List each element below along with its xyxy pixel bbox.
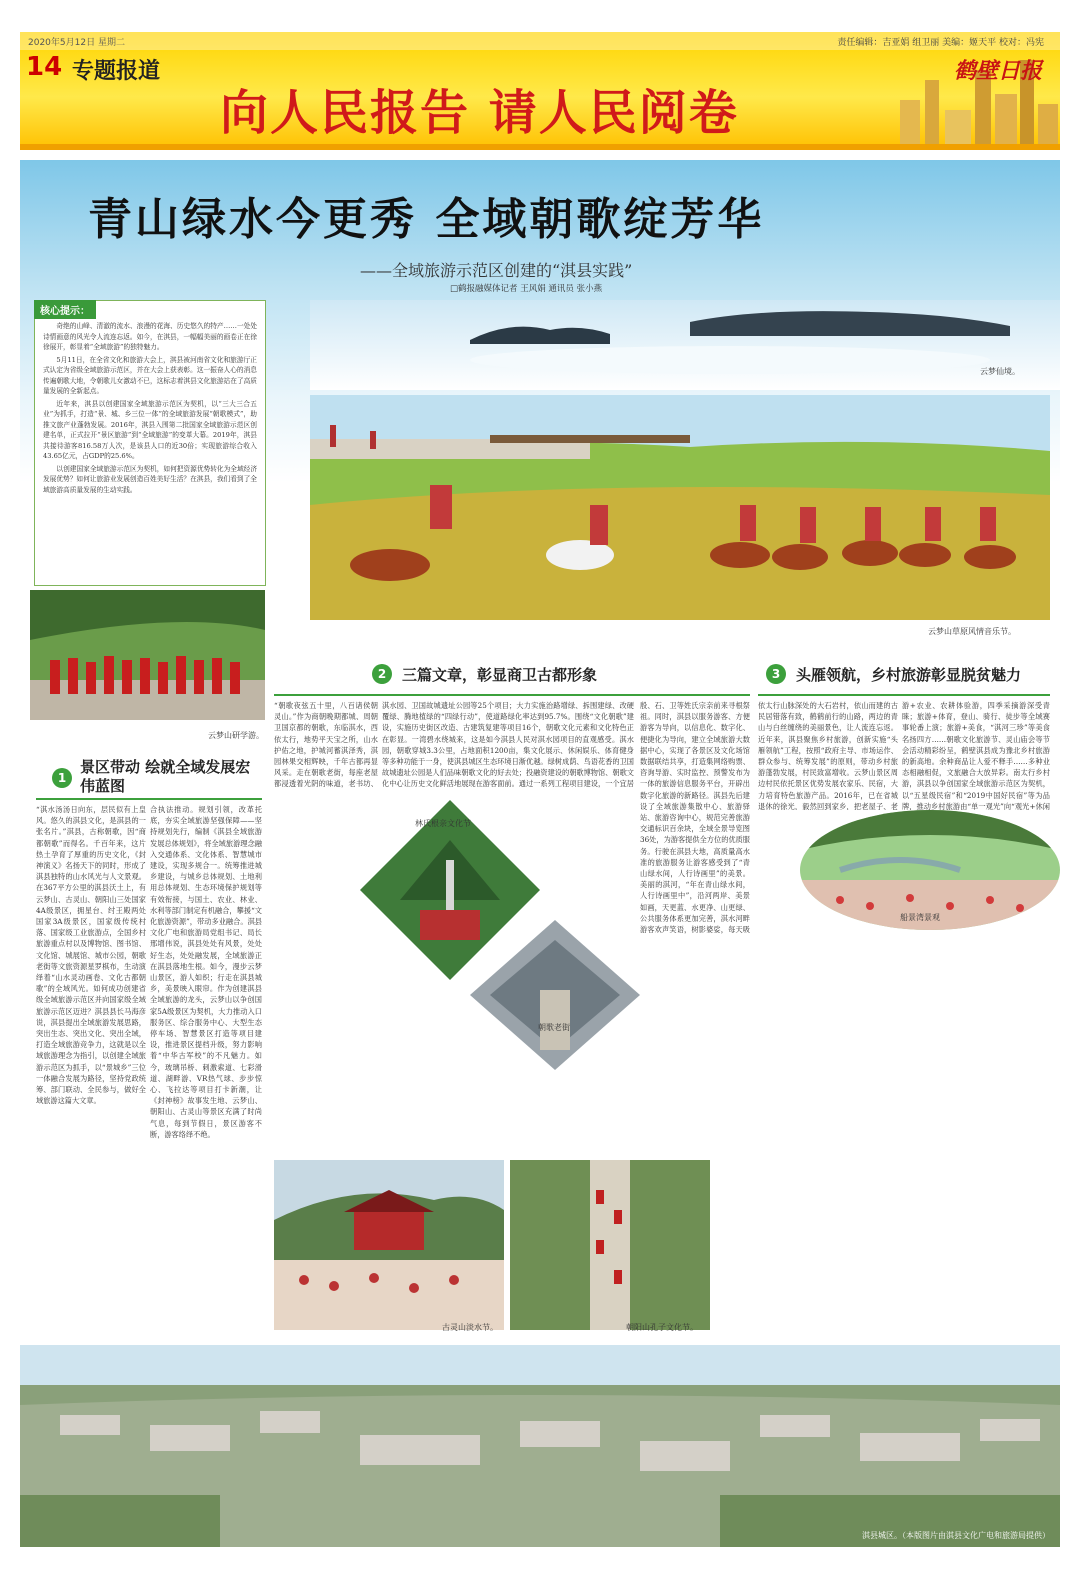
body-column-7: 游+农业、农耕体验游，四季采摘游深受青睐；旅游+体育，登山、骑行、徒步等全域赛事轮番上演；旅游+美食，“淇河三珍”等美食名扬四方……朝歌文化旅游节、灵山庙会等节会活动精彩纷呈，鹤壁淇县成为豫北乡村旅游的新高地。余种商品让人爱不释手……多种业态相融相促，文旅融合大放异彩。南太行乡村游，淇县以争创国家全域旅游示范区为契机，以“五星级民宿”和“2019中国好民宿”等为品牌，推动乡村旅游由“单一观光”向“观光+休闲 [902,701,1050,810]
article-byline: □鹤报融媒体记者 王风娟 通讯员 张小燕 [450,284,603,294]
body-column-6-cont [758,934,898,1340]
section-2-number: 2 [372,664,392,684]
body-column-6: 依太行山脉深处的大石岩村，依山而建的古民居错落有致，鹤鹤前行的山路，两边的青山与白丝缠绕的美丽景色，让人流连忘返。近年来，淇县聚焦乡村旅游，创新实施“头雁领航”工程，按照“政府主导、市场运作、群众参与、统筹发展”的原则，带动乡村旅游蓬勃发展，村民致富增收。云梦山景区周边村民依托景区优势发展农家乐、民宿，大力培育特色旅游产品。2016年，已在省城退休的徐光，毅然回到家乡，把老屋子、老 [758,701,898,810]
page-number: 14 [26,52,63,82]
article-subtitle: ——全域旅游示范区创建的“淇县实践” [360,261,633,280]
body-column-2: 合执法推动。规划引领，改革托底，夯实全域旅游坚强保障——坚持规划先行，编制《淇县全域旅游发展总体规划》，将全域旅游理念融入交通体系、文化体系、智慧城市建设，实现多规合一。统筹推进城乡建设，与城乡总体规划、土地利用总体规划、生态环境保护规划等有效衔接，与国土、农业、林业、水利等部门制定有机融合，攀援“文化旅游资源”，带动多业融合。淇县文化广电和旅游局党组书记、局长邢增伟说，淇县处处有风景，处处好生态，处处融发展，全域旅游正在淇县落地生根。如今，漫步云梦山景区，游人如织；行走在淇县城乡，美景映入眼帘。作为创建淇县全域旅游的龙头，云梦山以争创国家5A级景区为契机，大力推动入口服务区、综合服务中心、大型生态停车场、智慧景区打造等项目建设，推进景区提档升级，努力影响着“中华古军校”的不凡魅力。如今，玻璃吊桥、刺激索道、七彩滑道、湖畔游、VR热气球、步步惊心、飞拉达等项目打卡新潮，让《封神榜》故事发生地、云梦山、朝阳山、古灵山等景区充满了时尚气息，每到节假日，景区游客不断，游客络绎不绝。 [150,805,262,1139]
photo-zhaoge-street [470,920,640,1070]
section-3-number: 3 [766,664,786,684]
body-column-4: 淇水园、卫国故城遗址公园等25个项目；大力实施治路增绿、拆围建绿、改硬覆绿、腾地植绿的“四绿行动”，使道路绿化率达到95.7%。围绕“文化朝歌”建设，实施历史街区改造、古建筑复建等项目16个，朝歌文化元素和文化特色正在彰显。一湾碧水绕城来，这是如今淇县人民对淇水园项目的直观感受。淇水园，朝歌穿城3.3公里，占地面积1200亩，集文化展示、休闲娱乐、体育健身等多种功能于一身，使淇县城区生态环境日渐优越。绿树成荫、鸟语花香的卫国故城遗址公园是人们品味朝歌文化的好去处；投融资建设的朝歌博物馆、朝歌文化中心让历史文化鲜活地展现在游客面前。通过一系列工程项目建设，一个宜居 [382,701,634,788]
section-name: 专题报道 [72,59,161,84]
caption-sea-of-clouds: 云梦仙境。 [980,367,1020,376]
caption-aerial-city: 淇县城区。（本版图片由淇县文化广电和旅游局提供） [862,1531,1050,1540]
key-point-paragraph: 近年来，淇县以创建国家全域旅游示范区为契机，以“三大三合五业”为抓手，打造“景、城、乡三位一体”的全域旅游发展“朝歌模式”，助推文旅产业蓬勃发展。2016年，淇县入围第二批国家全域旅游示范区创建名单，正式拉开“景区旅游”到“全域旅游”的变革大幕。2019年，淇县共接待游客816.58万人次，是该县人口的近30倍；实现旅游综合收入43.65亿元，占GDP的25.6%。 [43,399,257,460]
article-title: 青山绿水今更秀 全域朝歌绽芳华 [88,194,765,245]
editors-credit: 责任编辑：吉亚娟 组卫丽 美编：姬天平 校对：冯宪 [837,38,1044,48]
caption-gulingshan: 古灵山淡水节。 [442,1323,498,1332]
newspaper-masthead: 鹤壁日报 [953,58,1042,84]
section-3-title: 头雁领航，乡村旅游彰显脱贫魅力 [796,666,1022,684]
body-column-7-cont [902,934,1050,1340]
key-point-paragraph: 以创建国家全域旅游示范区为契机，如何把资源优势转化为全域经济发展优势？如何让旅游业发展创造百姓美好生活？在淇县，我们看到了全域旅游高质量发展的生动实践。 [43,464,257,494]
key-point-paragraph: 奇绝的山峰、清澈的流水、浪漫的花海、历史悠久的特产……一处处诗情画意的风光令人流连忘返。如今，在淇县，一幅幅美丽的画卷正在徐徐展开，彰显着“全域旅游”的独特魅力。 [43,322,257,351]
section-2-title: 三篇文章，彰显商卫古都形象 [402,666,598,684]
body-column-1: “淇水汤汤日向东，层民似有上皇风。悠久的淇县文化，是淇县的一张名片。”淇县，古称朝歌，因“商都朝歌”而得名。千百年来，这片热土孕育了厚重的历史文化，《封神演义》名扬天下的同时，形成了淇县独特的山水风光与人文景观。在367平方公里的淇县沃土上，有云梦山、古灵山、朝阳山三处国家4A级景区，拥星台、纣王殿两处国家3A级景区，国家级传统村落、国家级工业旅游点，全国乡村旅游重点村以及博物馆、图书馆、文化馆、城展馆、城市公园，朝歌老街等文旅资源星罗棋布，生动演绎着“山水灵动画卷、文化古都朝歌”的全域风光。如何成功创建省级全域旅游示范区并向国家级全域旅游示范区迈进？淇县县长马海彦说，淇县提出全域旅游发展思路，突出生态、突出文化、突出全域，打造全域旅游竞争力，这就是以全域旅游理念为指引，以创建全域旅游示范区为抓手，以“景城乡”三位一体融合发展为路径，坚持党政统筹、部门联动、全民参与，做好全域旅游这篇大文章。 [36,805,146,1106]
caption-grassland-festival: 云梦山草原风情音乐节。 [928,627,1016,636]
key-points-box [34,300,266,586]
section-2-rule [274,694,750,696]
page-header [20,32,1060,150]
photo-study-tour [30,590,265,720]
section-1-number: 1 [52,768,72,788]
header-slogan: 向人民报告 请人民阅卷 [220,85,739,141]
caption-confucius-festival: 朝阳山孔子文化节。 [626,1323,698,1332]
photo-aerial-city [20,1345,1060,1547]
photo-grassland-festival [310,395,1050,620]
caption-ancestral-festival: 林氏根亲文化节 [415,819,471,828]
body-column-5: 殷、石、卫等姓氏宗亲前来寻根祭祖。同时，淇县以服务游客、方便游客为导向，以信息化、数字化、便捷化为导向，建立全域旅游大数据中心，实现了各景区及文化场馆数据联结共享，打造集网络购票、咨询导游、实时监控、预警发布为一体的旅游信息服务平台，开辟出数字化旅游的新路径。淇县先后建设了全域旅游集散中心、旅游驿站、旅游咨询中心，规范完善旅游交通标识百余块，全域全景导览图36处，为游客提供全方位的优质服务。行驶在淇县大地，高质量高水准的旅游服务让游客感受到了“青山绿水间，人行诗画里”的美景。美丽的淇河，“年在青山绿水间，人行诗画里中”，沿河两岸、美景如画，天更蓝、水更净、山更绿、公共服务体系更加完善，淇水河畔游客欢声笑语，树影婆娑，每天吸 [640,701,750,935]
photo-sea-of-clouds [310,300,1060,390]
body-column-3: “朝歌夜弦五十里，八百诸侯朝灵山。”作为商朝晚期都城、周朝卫国京都的朝歌，东临淇水，西依太行，地势平天宝之所，山水护佑之地，护城河蓄淇泽秀，淇园林果交相辉映，千年古都再显风采。走在朝歌老街，每座老屋都浸透着光阴的味道，老书坊、 [274,701,378,788]
photo-gulingshan [274,1160,504,1330]
issue-date: 2020年5月12日 星期二 [28,38,125,48]
key-points-label: 核心提示： [34,300,96,319]
section-1-rule [36,798,262,800]
photo-confucius-festival [510,1160,710,1330]
key-point-paragraph: 5月11日，在全省文化和旅游大会上，淇县被河南省文化和旅游厅正式认定为省级全域旅游示范区，并在大会上获表彰。这一振奋人心的消息传遍朝歌大地，令朝歌儿女激动不已，这标志着淇县文化旅游站在了高质量发展的全新起点。 [43,355,257,395]
section-3-rule [758,694,1050,696]
caption-zhaoge-street: 朝歌老街 [538,1023,570,1032]
section-1-title: 景区带动 绘就全域发展宏伟蓝图 [80,758,251,795]
caption-study-tour: 云梦山研学游。 [208,731,264,740]
caption-village-tour: 船景湾景观 [900,913,940,922]
